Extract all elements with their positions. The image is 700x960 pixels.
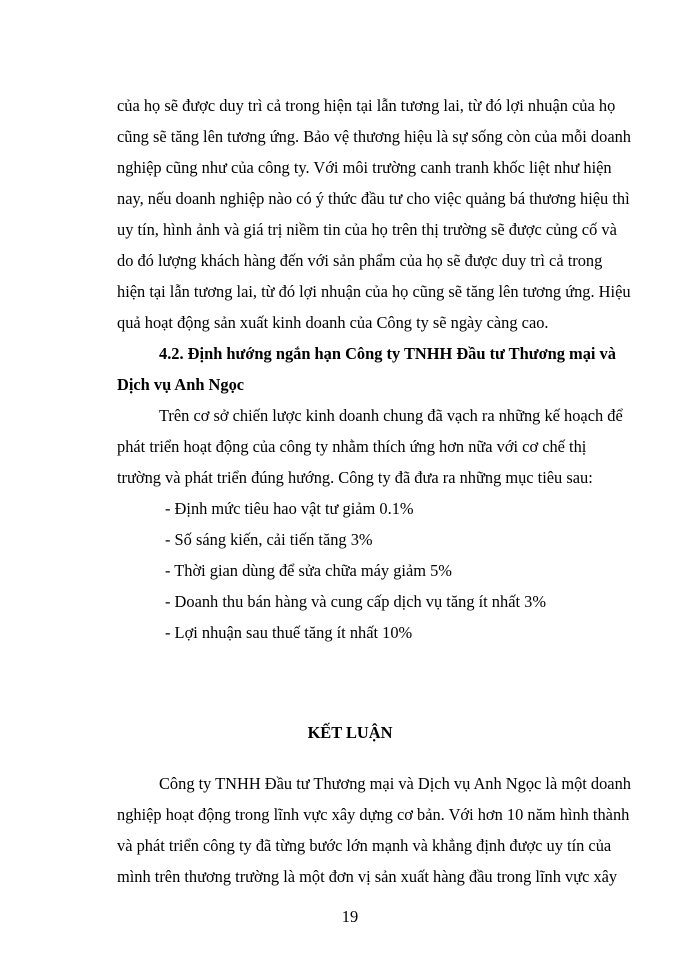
goal-list-item: - Lợi nhuận sau thuế tăng ít nhất 10%	[165, 623, 413, 642]
section-heading-continued: Dịch vụ Anh Ngọc	[117, 375, 245, 394]
paragraph-line: nay, nếu doanh nghiệp nào có ý thức đầu tư cho việc quảng bá thương hiệu thì	[117, 189, 630, 208]
goal-list-item: - Doanh thu bán hàng và cung cấp dịch vụ tăng ít nhất 3%	[165, 592, 546, 611]
section-paragraph-line: Trên cơ sở chiến lược kinh doanh chung đã vạch ra những kế hoạch để	[159, 406, 623, 425]
conclusion-paragraph-line: nghiệp hoạt động trong lĩnh vực xây dựng cơ bản. Với hơn 10 năm hình thành	[117, 805, 630, 824]
section-paragraph-line: trường và phát triển đúng hướng. Công ty đã đưa ra những mục tiêu sau:	[117, 468, 593, 487]
section-paragraph-line: phát triển hoạt động của công ty nhằm thích ứng hơn nữa với cơ chế thị	[117, 437, 587, 456]
conclusion-title: KẾT LUẬN	[307, 723, 393, 742]
goal-list-item: - Số sáng kiến, cải tiến tăng 3%	[165, 530, 373, 549]
page-number: 19	[341, 907, 359, 926]
conclusion-paragraph-line: mình trên thương trường là một đơn vị sản xuất hàng đầu trong lĩnh vực xây	[117, 867, 618, 886]
goal-list-item: - Định mức tiêu hao vật tư giảm 0.1%	[165, 499, 414, 518]
paragraph-line: uy tín, hình ảnh và giá trị niềm tin của họ trên thị trường sẽ được củng cố và	[117, 220, 617, 239]
conclusion-paragraph-line: Công ty TNHH Đầu tư Thương mại và Dịch vụ Anh Ngọc là một doanh	[159, 774, 631, 793]
paragraph-line: cũng sẽ tăng lên tương ứng. Bảo vệ thương hiệu là sự sống còn của mỗi doanh	[117, 127, 631, 146]
paragraph-line: hiện tại lẫn tương lai, từ đó lợi nhuận của họ cũng sẽ tăng lên tương ứng. Hiệu	[117, 282, 631, 301]
paragraph-line: của họ sẽ được duy trì cả trong hiện tại lẫn tương lai, từ đó lợi nhuận của họ	[117, 96, 616, 115]
paragraph-line: do đó lượng khách hàng đến với sản phẩm của họ sẽ được duy trì cả trong	[117, 251, 603, 270]
paragraph-line: nghiệp cũng như của công ty. Với môi trường canh tranh khốc liệt như hiện	[117, 158, 612, 177]
conclusion-paragraph-line: và phát triển công ty đã từng bước lớn mạnh và khẳng định được uy tín của	[117, 836, 612, 855]
goal-list-item: - Thời gian dùng để sửa chữa máy giảm 5%	[165, 561, 452, 580]
section-heading: 4.2. Định hướng ngắn hạn Công ty TNHH Đầu tư Thương mại và	[159, 344, 616, 363]
paragraph-line: quả hoạt động sản xuất kinh doanh của Công ty sẽ ngày càng cao.	[117, 313, 549, 332]
